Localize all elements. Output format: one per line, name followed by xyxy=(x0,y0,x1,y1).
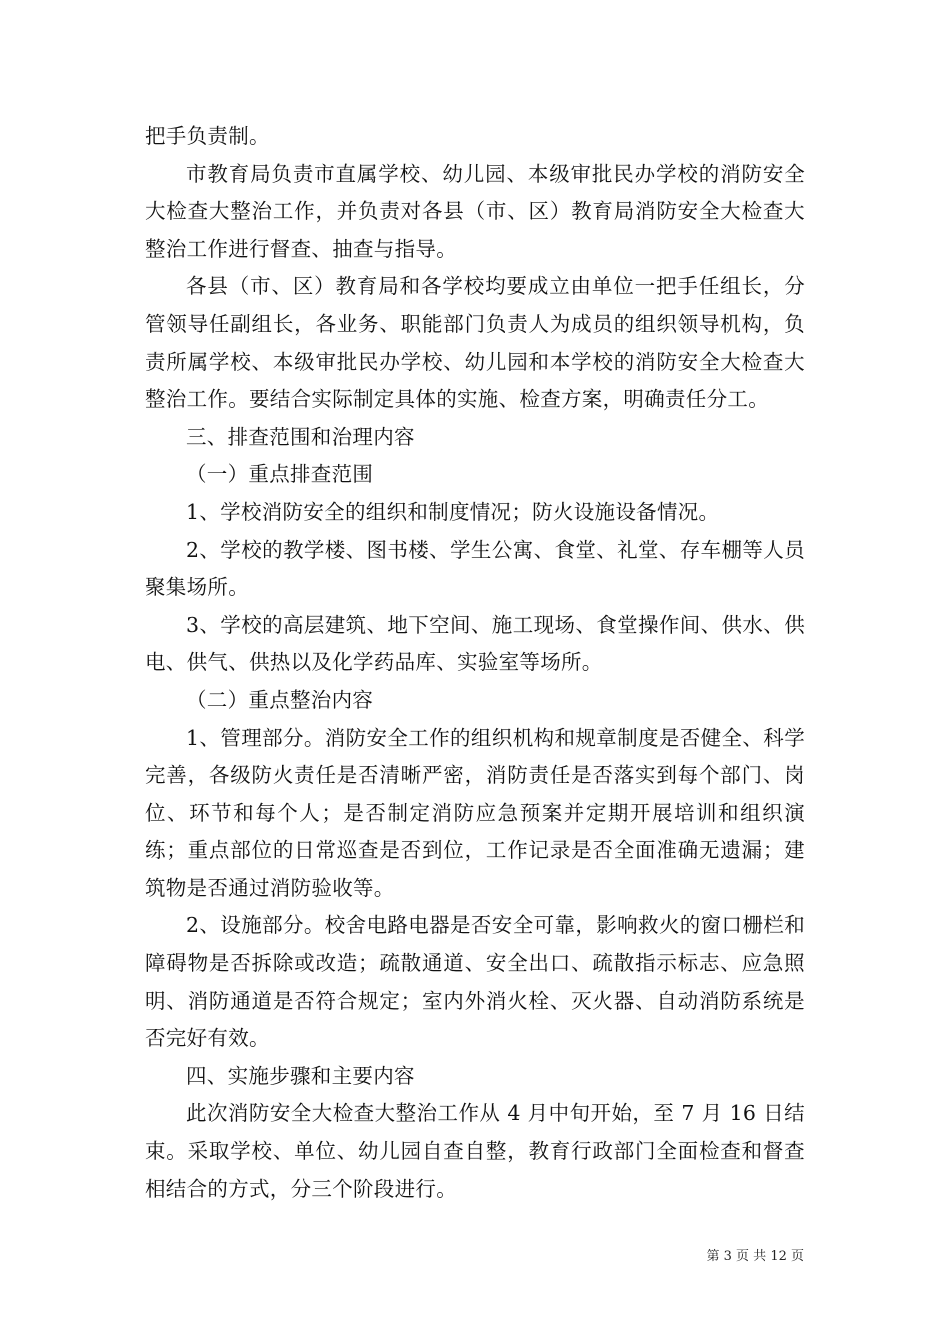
list-item-1: 1、学校消防安全的组织和制度情况；防火设施设备情况。 xyxy=(186,499,720,524)
subsection-heading-2: （二）重点整治内容 xyxy=(186,687,374,712)
paragraph-schedule: 此次消防安全大检查大整治工作从 4 月中旬开始，至 7 月 16 日结束。采取学校、单位、幼儿园自查自整，教育行政部门全面检查和督查相结合的方式，分三个阶段进行。 xyxy=(145,1101,805,1201)
section-heading-4: 四、实施步骤和主要内容 xyxy=(186,1063,415,1088)
paragraph-2: 市教育局负责市直属学校、幼儿园、本级审批民办学校的消防安全大检查大整治工作，并负责对各县（市、区）教育局消防安全大检查大整治工作进行督查、抽查与指导。 xyxy=(145,161,805,261)
document-body xyxy=(145,118,805,1208)
list-item-management: 1、管理部分。消防安全工作的组织机构和规章制度是否健全、科学完善，各级防火责任是否清晰严密，消防责任是否落实到每个部门、岗位、环节和每个人；是否制定消防应急预案并定期开展培训和组织演练；重点部位的日常巡查是否到位，工作记录是否全面准确无遗漏；建筑物是否通过消防验收等。 xyxy=(145,725,805,900)
paragraph-3: 各县（市、区）教育局和各学校均要成立由单位一把手任组长，分管领导任副组长，各业务、职能部门负责人为成员的组织领导机构，负责所属学校、本级审批民办学校、幼儿园和本学校的消防安全大检查大整治工作。要结合实际制定具体的实施、检查方案，明确责任分工。 xyxy=(145,274,805,412)
section-heading-3: 三、排查范围和治理内容 xyxy=(186,424,415,449)
list-item-2: 2、学校的教学楼、图书楼、学生公寓、食堂、礼堂、存车棚等人员聚集场所。 xyxy=(145,537,805,600)
paragraph-1: 把手负责制。 xyxy=(145,124,270,148)
page-number: 第 3 页 共 12 页 xyxy=(706,1249,804,1264)
list-item-facilities: 2、设施部分。校舍电路电器是否安全可靠，影响救火的窗口栅栏和障碍物是否拆除或改造；疏散通道、安全出口、疏散指示标志、应急照明、消防通道是否符合规定；室内外消火栓、灭火器、自动消防系统是否完好有效。 xyxy=(145,913,805,1051)
subsection-heading-1: （一）重点排查范围 xyxy=(186,462,374,487)
list-item-3: 3、学校的高层建筑、地下空间、施工现场、食堂操作间、供水、供电、供气、供热以及化学药品库、实验室等场所。 xyxy=(145,612,805,675)
